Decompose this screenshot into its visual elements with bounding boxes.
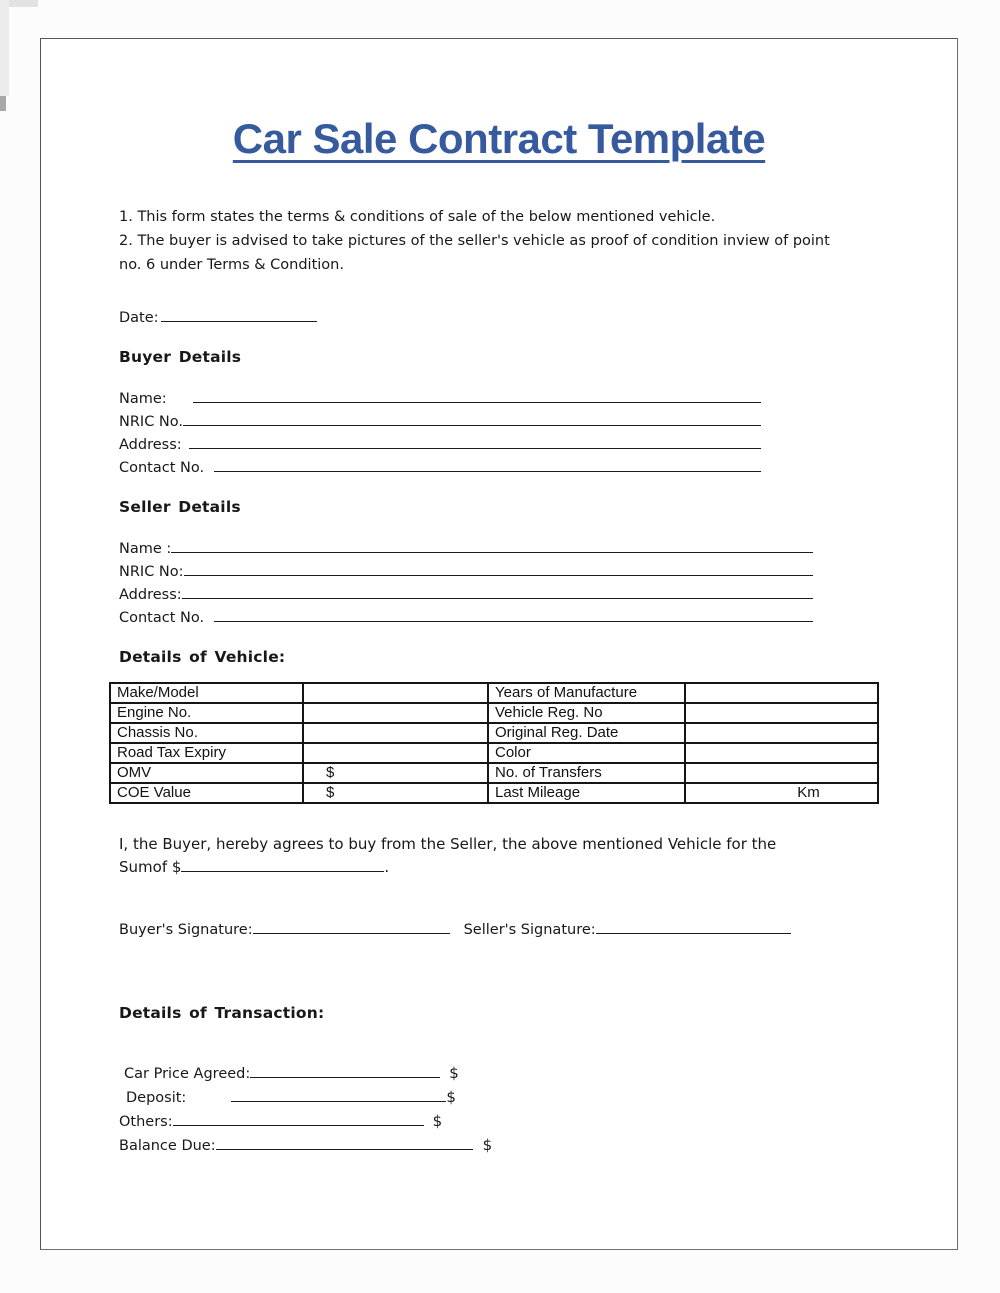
seller-nric-blank-line [184,564,813,576]
table-row [110,763,878,783]
buyer-details-fields [119,388,761,480]
deposit-blank-line [231,1090,446,1102]
agreement-text: I, the Buyer, hereby agrees to buy from the Seller, the above mentioned Vehicle for the [119,835,777,853]
scan-artifact-left [0,0,9,96]
table-cell-value-blank [685,683,878,703]
table-cell-label: OMV [110,763,303,783]
page-title: Car Sale Contract Template [232,115,766,162]
table-cell-label: Years of Manufacture [488,683,685,703]
vehicle-details-heading: Details of Vehicle: [119,648,286,666]
table-cell-value-blank [685,763,878,783]
page-content [41,115,957,1158]
intro-note-2-cont: no. 6 under Terms & Condition. [119,257,344,273]
sum-label: Sumof $ [119,858,182,876]
seller-address-blank-line [182,587,813,599]
table-row [110,743,878,763]
table-cell-value-blank [685,703,878,723]
table-cell-value-blank [303,723,488,743]
scan-artifact-notch [0,96,6,111]
table-cell-currency: $ [303,783,488,803]
table-row [110,783,878,803]
deposit-currency: $ [446,1088,456,1106]
buyer-signature-blank-line [253,922,450,934]
table-cell-label: Chassis No. [110,723,303,743]
table-cell-label: Engine No. [110,703,303,723]
intro-note-2: 2. The buyer is advised to take pictures of the seller's vehicle as proof of condition inview of point [119,233,830,249]
seller-details-fields [119,538,813,630]
table-cell-label: COE Value [110,783,303,803]
buyer-signature-label: Buyer's Signature: [119,922,253,938]
balance-due-blank-line [216,1138,473,1150]
seller-name-label: Name : [119,541,172,557]
seller-nric-field [119,561,813,584]
intro-note-1: 1. This form states the terms & conditions of sale of the below mentioned vehicle. [119,209,716,225]
table-row [110,703,878,723]
seller-nric-label: NRIC No: [119,564,184,580]
table-row [110,723,878,743]
car-price-currency: $ [449,1064,459,1082]
seller-contact-blank-line [214,610,813,622]
table-cell-label: Color [488,743,685,763]
table-cell-label: Road Tax Expiry [110,743,303,763]
table-cell-label: Original Reg. Date [488,723,685,743]
date-field [119,307,927,330]
buyer-contact-label: Contact No. [119,460,205,476]
table-cell-currency: $ [303,763,488,783]
table-cell-unit-km: Km [685,783,878,803]
signature-row [119,919,927,942]
seller-address-field [119,584,813,607]
balance-due-field [119,1134,927,1158]
date-label: Date: [119,310,159,326]
buyer-name-blank-line [193,391,761,403]
balance-due-currency: $ [482,1136,493,1154]
sum-period: . [384,858,390,876]
others-label: Others: [119,1114,173,1130]
transaction-fields [119,1062,927,1158]
car-price-agreed-field [119,1062,927,1086]
car-price-agreed-blank-line [250,1066,440,1078]
table-cell-label: Last Mileage [488,783,685,803]
buyer-nric-label: NRIC No. [119,414,184,430]
table-cell-value-blank [685,743,878,763]
deposit-label: Deposit: [126,1090,187,1106]
table-cell-label: Vehicle Reg. No [488,703,685,723]
deposit-field [119,1086,927,1110]
buyer-address-field [119,434,761,457]
agreement-sum-field [119,856,927,879]
balance-due-label: Balance Due: [119,1138,216,1154]
seller-name-blank-line [171,541,813,553]
table-cell-label: No. of Transfers [488,763,685,783]
intro-notes [119,205,927,277]
seller-address-label: Address: [119,587,182,603]
buyer-address-label: Address: [119,437,182,453]
buyer-nric-field [119,411,761,434]
table-cell-value-blank [303,703,488,723]
buyer-details-heading: Buyer Details [119,348,242,366]
others-currency: $ [432,1112,443,1130]
buyer-contact-field [119,457,761,480]
date-blank-line [161,310,317,322]
seller-contact-label: Contact No. [119,610,205,626]
seller-details-heading: Seller Details [119,498,241,516]
buyer-name-field [119,388,761,411]
seller-signature-label: Seller's Signature: [463,922,596,938]
car-price-agreed-label: Car Price Agreed: [124,1066,251,1082]
table-row [110,683,878,703]
transaction-details-heading: Details of Transaction: [119,1004,325,1022]
agreement-clause [119,832,927,879]
table-cell-label: Make/Model [110,683,303,703]
buyer-contact-blank-line [214,460,761,472]
seller-signature-blank-line [596,922,791,934]
sum-blank-line [181,860,384,872]
buyer-address-blank-line [189,437,761,449]
table-cell-value-blank [303,743,488,763]
seller-contact-field [119,607,813,630]
seller-name-field [119,538,813,561]
vehicle-details-table [109,682,879,804]
others-field [119,1110,927,1134]
buyer-nric-blank-line [183,414,761,426]
table-cell-value-blank [303,683,488,703]
others-blank-line [173,1114,424,1126]
table-cell-value-blank [685,723,878,743]
contract-page [40,38,958,1250]
buyer-name-label: Name: [119,391,167,407]
